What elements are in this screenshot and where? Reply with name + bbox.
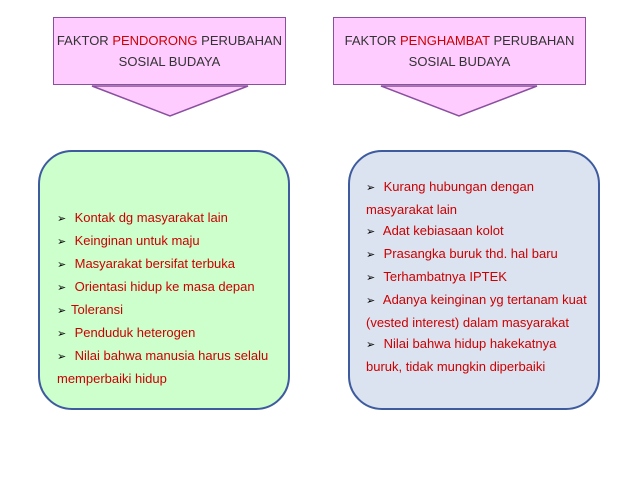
chevron-right-icon: ➢ <box>57 259 67 271</box>
header-suffix: PERUBAHAN <box>489 33 575 48</box>
chevron-right-icon: ➢ <box>57 328 67 340</box>
list-item: ➢ Nilai bahwa manusia harus selalu memperbaiki hidup <box>57 348 269 386</box>
header-box-penghambat <box>333 17 586 85</box>
chevron-right-icon: ➢ <box>57 305 67 317</box>
header-line-1 <box>334 30 585 51</box>
header-line-2: SOSIAL BUDAYA <box>408 54 511 69</box>
list-item: ➢ Kurang hubungan dengan masyarakat lain <box>366 179 534 217</box>
list-item: ➢ Terhambatnya IPTEK <box>366 266 590 289</box>
list-item: ➢ Masyarakat bersifat terbuka <box>57 253 282 276</box>
header-prefix: FAKTOR <box>56 33 113 48</box>
chevron-right-icon: ➢ <box>366 272 376 284</box>
header-prefix: FAKTOR <box>344 33 401 48</box>
header-highlight: PENDORONG <box>112 33 198 48</box>
chevron-right-icon: ➢ <box>366 226 376 238</box>
header-line-2: SOSIAL BUDAYA <box>118 54 221 69</box>
chevron-right-icon: ➢ <box>366 339 376 351</box>
list-item: ➢ Orientasi hidup ke masa depan <box>57 276 282 299</box>
list-item: ➢ Penduduk heterogen <box>57 322 282 345</box>
list-box-pendorong <box>38 150 290 410</box>
chevron-right-icon: ➢ <box>366 295 376 307</box>
chevron-right-icon: ➢ <box>366 249 376 261</box>
header-box-pendorong <box>53 17 286 85</box>
list-item: ➢ Nilai bahwa hidup hakekatnya buruk, tidak mungkin diperbaiki <box>366 336 557 374</box>
list-item: ➢ Kontak dg masyarakat lain <box>57 207 282 230</box>
list-item: ➢ Keinginan untuk maju <box>57 230 282 253</box>
down-arrow-right <box>379 84 539 118</box>
header-line-1 <box>54 30 285 51</box>
chevron-right-icon: ➢ <box>57 213 67 225</box>
header-suffix: PERUBAHAN <box>197 33 283 48</box>
chevron-right-icon: ➢ <box>366 182 376 194</box>
chevron-right-icon: ➢ <box>57 236 67 248</box>
down-arrow-left <box>90 84 250 118</box>
list-item: ➢ Adat kebiasaan kolot <box>366 220 590 243</box>
chevron-right-icon: ➢ <box>57 282 67 294</box>
list-item: ➢ Toleransi <box>57 299 282 322</box>
list-box-penghambat <box>348 150 600 410</box>
chevron-right-icon: ➢ <box>57 351 67 363</box>
header-highlight: PENGHAMBAT <box>400 33 490 48</box>
list-item: ➢ Adanya keinginan yg tertanam kuat (vested interest) dalam masyarakat <box>366 292 587 330</box>
list-item: ➢ Prasangka buruk thd. hal baru <box>366 243 590 266</box>
